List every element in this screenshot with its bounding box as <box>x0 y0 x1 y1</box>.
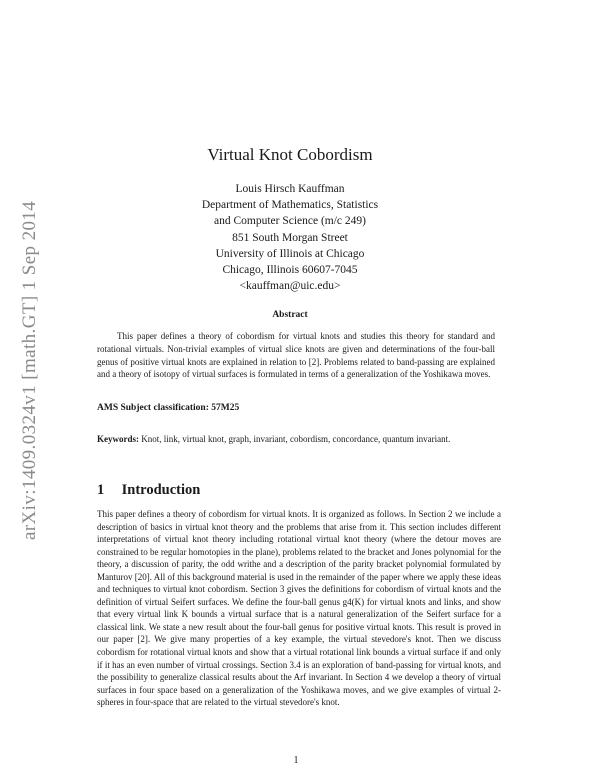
author-department: Department of Mathematics, Statistics <box>201 199 379 212</box>
paper-title: Virtual Knot Cobordism <box>207 145 373 164</box>
author-department-cont: and Computer Science (m/c 249) <box>213 215 366 228</box>
keywords <box>97 434 517 444</box>
abstract-text: This paper defines a theory of cobordism for virtual knots and studies this theory for standard and rotational virtuals. Non-trivial examples of virtual slice knots are given and determinations of the four-ball genus of positive virtual knots are explained in relation to [2]. Problems related to band-passing are explained and a theory of isotopy of virtual surfaces is formulated in terms of a generalization of the Yoshikawa moves. <box>97 331 495 380</box>
author-city: Chicago, Illinois 60607-7045 <box>222 264 358 277</box>
section-heading <box>97 482 497 499</box>
introduction-text: This paper defines a theory of cobordism for virtual knots. It is organized as follows. In Section 2 we include a description of basics in virtual knot theory and the problems that arise from it. This section includes different interpretations of virtual knot theory including rotational virtual knot theory (where the detour moves are constrained to be regular homotopies in the plane), problems related to the bracket and Jones polynomial for the theory, a discussion of parity, the odd writhe and a description of the parity bracket polynomial formulated by Manturov [20]. All of this background material is used in the remainder of the paper where we apply these ideas and techniques to virtual knot cobordism. Section 3 gives the definitions for cobordism of virtual knots and the definition of virtual Seifert surfaces. We define the four-ball genus g4(K) for virtual knots and links, and show that every virtual link K bounds a virtual surface that is a natural generalization of the Seifert surface for a classical link. We state a new result about the four-ball genus for positive virtual knots. This result is proved in our paper [2]. We give many properties of a key example, the virtual stevedore's knot. Then we discuss cobordism for rotational virtual knots and show that a virtual rotational link bounds a virtual surface if and only if it has an even number of virtual crossings. Section 3.4 is an exploration of band-passing for virtual knots, and the possibility to generalize classical results about the Arf invariant. In Section 4 we develop a theory of virtual surfaces in four space based on a generalization of the Yoshikawa moves, and we give examples of virtual 2-spheres in four-space that are related to the virtual stevedore's knot. <box>97 509 501 708</box>
author-name: Louis Hirsch Kauffman <box>235 183 345 195</box>
author-university: University of Illinois at Chicago <box>215 247 365 260</box>
keywords-label: Keywords: <box>97 434 139 444</box>
author-email: <kauffman@uic.edu> <box>239 280 341 293</box>
abstract-heading: Abstract <box>272 310 308 320</box>
section-title: Introduction <box>121 482 201 498</box>
author-block <box>140 181 440 294</box>
ams-classification: AMS Subject classification: 57M25 <box>97 403 240 413</box>
page-number: 1 <box>293 755 299 766</box>
arxiv-stamp: arXiv:1409.0324v1 [math.GT] 1 Sep 2014 <box>19 200 40 540</box>
section-number: 1 <box>97 482 105 498</box>
keywords-text: Knot, link, virtual knot, graph, invariant, cobordism, concordance, quantum invariant. <box>141 434 451 444</box>
author-street: 851 South Morgan Street <box>232 231 348 244</box>
